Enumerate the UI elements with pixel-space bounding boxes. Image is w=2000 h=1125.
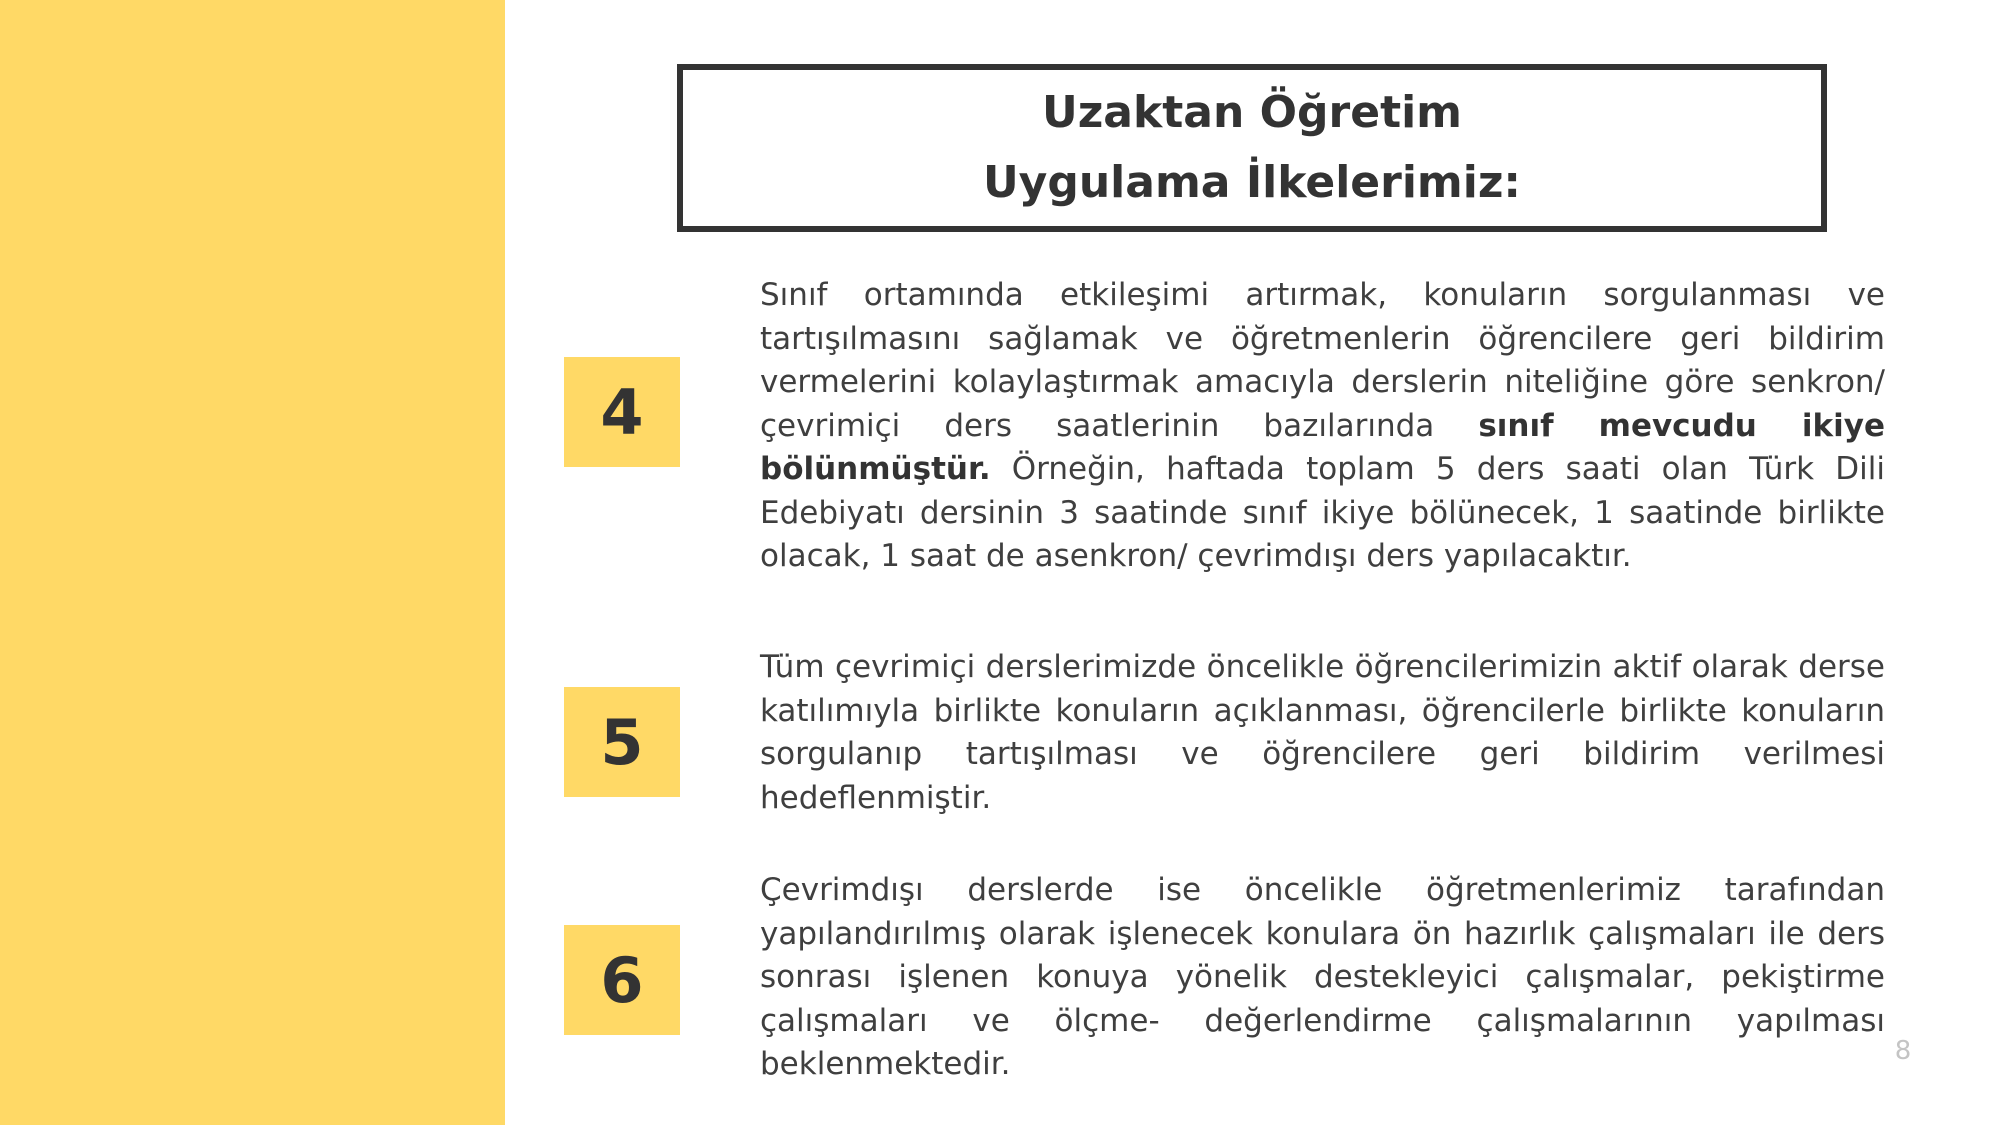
yellow-side-panel (0, 0, 505, 1125)
title-box (677, 64, 1827, 232)
item-4-text-start: Sınıf ortamında etkileşimi artırmak, konuların sorgulanması ve tartışılmasını sağlamak ve öğretmenlerin öğrencilere geri bildirim vermelerini kolaylaştırmak amacıyla derslerin niteliğine göre senkron/ çevrimiçi ders saatlerinin bazılarında (760, 277, 1885, 444)
item-number-badge-5: 5 (564, 687, 680, 797)
item-paragraph-4 (760, 274, 1885, 579)
item-number-badge-4: 4 (564, 357, 680, 467)
item-paragraph-5: Tüm çevrimiçi derslerimizde öncelikle öğrencilerimizin aktif olarak derse katılımıyla birlikte konuların açıklanması, öğrencilerle birlikte konuların sorgulanıp tartışılması ve öğrencilere geri bildirim verilmesi hedeflenmiştir. (760, 649, 1885, 816)
item-number-badge-6: 6 (564, 925, 680, 1035)
item-paragraph-6: Çevrimdışı derslerde ise öncelikle öğretmenlerimiz tarafından yapılandırılmış olarak işlenecek konulara ön hazırlık çalışmaları ile ders sonrası işlenen konuya yönelik destekleyici çalışmalar, pekiştirme çalışmaları ve ölçme- değerlendirme çalışmalarının yapılması beklenmektedir. (760, 872, 1885, 1082)
page-number: 8 (1894, 1036, 1912, 1066)
title-line-1: Uzaktan Öğretim (1041, 87, 1463, 138)
item-4-text-bold: sınıf mevcudu ikiye bölünmüştür. (760, 407, 1885, 487)
item-4-text-end: Örneğin, haftada toplam 5 ders saati olan Türk Dili Edebiyatı dersinin 3 saatinde sınıf ikiye bölünecek, 1 saatinde birlikte olacak, 1 saat de asenkron/ çevrimdışı ders yapılacaktır. (760, 451, 1885, 574)
title-line-2: Uygulama İlkelerimiz: (982, 157, 1522, 208)
